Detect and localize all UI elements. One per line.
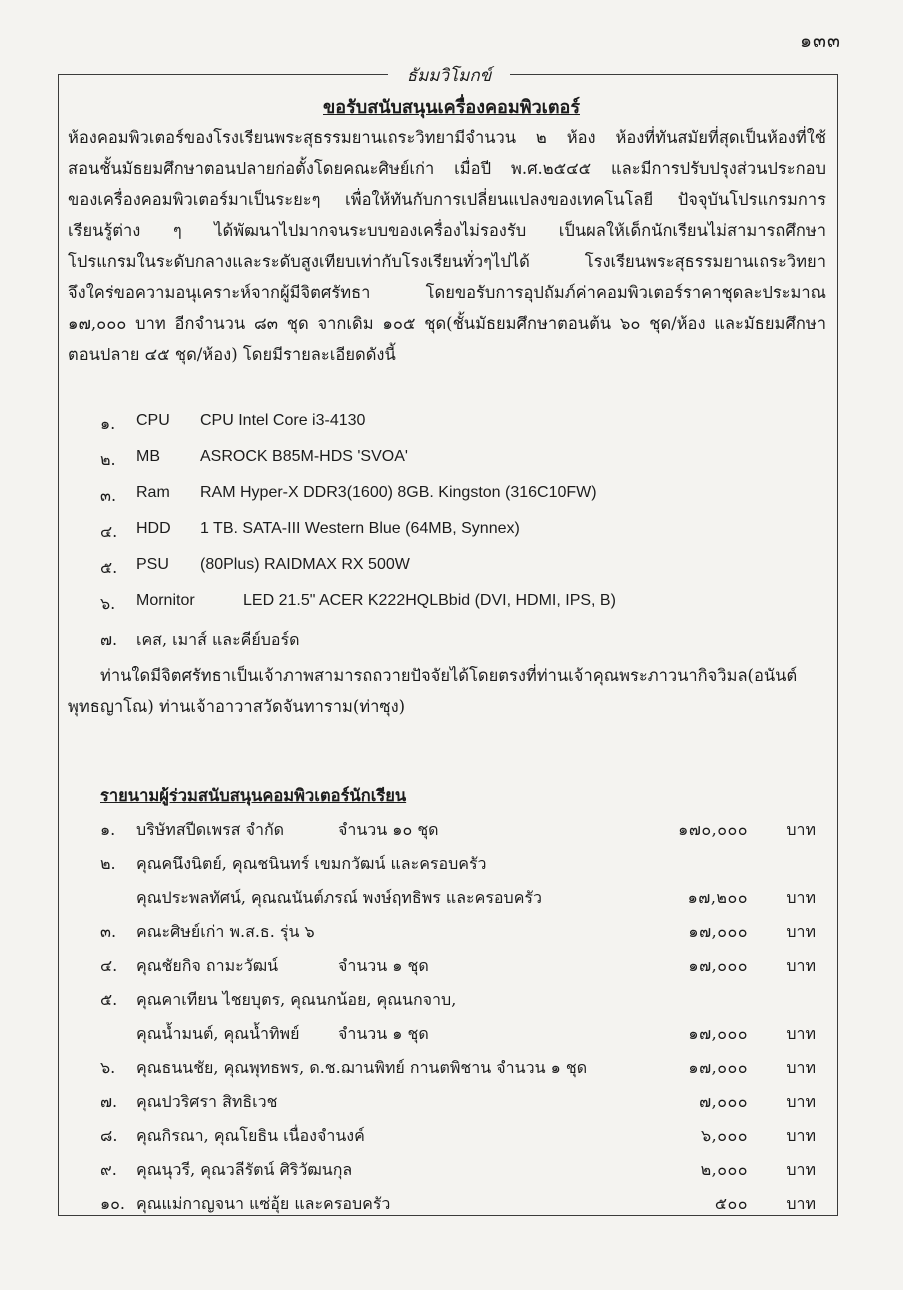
donor-amount: ๖,๐๐๐ xyxy=(700,1126,748,1145)
donor-row xyxy=(100,1056,818,1090)
spec-description: RAM Hyper-X DDR3(1600) 8GB. Kingston (316C10FW) xyxy=(200,484,597,501)
donor-row xyxy=(100,852,818,886)
spec-item xyxy=(100,448,800,484)
donor-unit: บาท xyxy=(786,922,816,941)
donor-name: คุณชัยกิจ ถามะวัฒน์ xyxy=(136,956,279,975)
spec-list xyxy=(100,412,800,664)
donor-row xyxy=(100,886,818,920)
donor-amount: ๑๗,๐๐๐ xyxy=(688,956,748,975)
donor-name: คุณนุวรี, คุณวลีรัตน์ ศิริวัฒนกุล xyxy=(136,1160,353,1179)
donor-quantity: จำนวน ๑ ชุด xyxy=(338,1024,429,1043)
spec-item xyxy=(100,628,800,664)
spec-number: ๑. xyxy=(100,414,116,433)
donor-name: คุณปวริศรา สิทธิเวช xyxy=(136,1092,278,1111)
donor-unit: บาท xyxy=(786,888,816,907)
donor-name: คุณคนึงนิตย์, คุณชนินทร์ เขมกวัฒน์ และครอบครัว xyxy=(136,854,487,873)
donor-number: ๓. xyxy=(100,922,117,941)
series-title: ธัมมวิโมกข์ xyxy=(406,66,492,86)
donor-list xyxy=(100,818,818,1226)
donor-amount: ๑๗,๐๐๐ xyxy=(688,1058,748,1077)
spec-code: MB xyxy=(136,448,160,465)
donor-row xyxy=(100,818,818,852)
donor-quantity: จำนวน ๑ ชุด xyxy=(338,956,429,975)
intro-line: ห้องคอมพิวเตอร์ของโรงเรียนพระสุธรรมยานเถระวิทยามีจำนวน ๒ ห้อง ห้องที่ทันสมัยที่สุดเป็นห้องที่ใช้ xyxy=(68,128,826,147)
intro-line: สอนชั้นมัธยมศึกษาตอนปลายก่อตั้งโดยคณะศิษย์เก่า เมื่อปี พ.ศ.๒๕๔๕ และมีการปรับปรุงส่วนประกอบ xyxy=(68,159,826,178)
donor-quantity: จำนวน ๑๐ ชุด xyxy=(338,820,439,839)
spec-number: ๖. xyxy=(100,594,116,613)
spec-number: ๔. xyxy=(100,522,118,541)
spec-code: PSU xyxy=(136,556,169,573)
donor-unit: บาท xyxy=(786,1160,816,1179)
donor-unit: บาท xyxy=(786,1126,816,1145)
intro-paragraph xyxy=(68,122,826,370)
intro-line: ๑๗,๐๐๐ บาท อีกจำนวน ๘๓ ชุด จากเดิม ๑๐๕ ชุด(ชั้นมัธยมศึกษาตอนต้น ๖๐ ชุด/ห้อง และมัธยมศึกษา xyxy=(68,314,826,333)
intro-line: จึงใคร่ขอความอนุเคราะห์จากผู้มีจิตศรัทธา โดยขอรับการอุปถัมภ์ค่าคอมพิวเตอร์ราคาชุดละประมาณ xyxy=(68,283,826,302)
donor-unit: บาท xyxy=(786,1092,816,1111)
donor-amount: ๗,๐๐๐ xyxy=(699,1092,748,1111)
donor-row xyxy=(100,1158,818,1192)
donor-row xyxy=(100,1022,818,1056)
donor-row xyxy=(100,954,818,988)
donor-amount: ๑๗,๐๐๐ xyxy=(688,922,748,941)
spec-description: (80Plus) RAIDMAX RX 500W xyxy=(200,556,410,573)
donor-amount: ๑๗๐,๐๐๐ xyxy=(678,820,748,839)
donor-number: ๙. xyxy=(100,1160,117,1179)
donor-number: ๕. xyxy=(100,990,118,1009)
spec-code: CPU xyxy=(136,412,170,429)
donor-number: ๑๐. xyxy=(100,1194,126,1213)
spec-code: HDD xyxy=(136,520,171,537)
donor-amount: ๕๐๐ xyxy=(714,1194,748,1213)
donor-row xyxy=(100,1192,818,1226)
spec-number: ๕. xyxy=(100,558,118,577)
donor-unit: บาท xyxy=(786,1058,816,1077)
donor-row xyxy=(100,988,818,1022)
contact-line: พุทธญาโณ) ท่านเจ้าอาวาสวัดจันทาราม(ท่าซุง) xyxy=(68,697,406,716)
spec-description: LED 21.5" ACER K222HQLBbid (DVI, HDMI, IPS, B) xyxy=(243,592,616,609)
donor-number: ๘. xyxy=(100,1126,118,1145)
donor-unit: บาท xyxy=(786,820,816,839)
page-number: ๑๓๓ xyxy=(799,30,841,52)
spec-item xyxy=(100,556,800,592)
frame-top-rule-left xyxy=(58,74,388,75)
donor-unit: บาท xyxy=(786,956,816,975)
donor-name: คุณกิรณา, คุณโยธิน เนื่องจำนงค์ xyxy=(136,1126,365,1145)
donor-name: คุณน้ำมนต์, คุณน้ำทิพย์ xyxy=(136,1024,300,1043)
spec-number: ๓. xyxy=(100,486,117,505)
donor-name: คณะศิษย์เก่า พ.ส.ธ. รุ่น ๖ xyxy=(136,922,315,941)
donor-number: ๗. xyxy=(100,1092,118,1111)
spec-code: Ram xyxy=(136,484,170,501)
donor-row xyxy=(100,1124,818,1158)
spec-description: ASROCK B85M-HDS 'SVOA' xyxy=(200,448,408,465)
donor-number: ๑. xyxy=(100,820,116,839)
spec-description: CPU Intel Core i3-4130 xyxy=(200,412,366,429)
donor-number: ๖. xyxy=(100,1058,116,1077)
spec-description: 1 TB. SATA-III Western Blue (64MB, Synnex) xyxy=(200,520,520,537)
spec-item xyxy=(100,592,800,628)
spec-number: ๗. xyxy=(100,630,118,649)
donor-unit: บาท xyxy=(786,1194,816,1213)
donor-name: คุณประพลทัศน์, คุณณนันต์ภรณ์ พงษ์ฤทธิพร และครอบครัว xyxy=(136,888,542,907)
donor-section-title: รายนามผู้ร่วมสนับสนุนคอมพิวเตอร์นักเรียน xyxy=(100,786,407,805)
contact-line: ท่านใดมีจิตศรัทธาเป็นเจ้าภาพสามารถถวายปัจจัยได้โดยตรงที่ท่านเจ้าคุณพระภาวนากิจวิมล(อนันต์ xyxy=(100,666,798,685)
donor-row xyxy=(100,920,818,954)
article-title: ขอรับสนับสนุนเครื่องคอมพิวเตอร์ xyxy=(323,97,580,118)
frame-top-rule-right xyxy=(510,74,838,75)
donor-name: คุณคาเทียน ไชยบุตร, คุณนกน้อย, คุณนกจาบ, xyxy=(136,990,457,1009)
donor-name: บริษัทสปีดเพรส จำกัด xyxy=(136,820,285,839)
donor-number: ๔. xyxy=(100,956,118,975)
spec-code: เคส, เมาส์ และคีย์บอร์ด xyxy=(136,630,300,649)
intro-line: ของเครื่องคอมพิวเตอร์มาเป็นระยะๆ เพื่อให้ทันกับการเปลี่ยนแปลงของเทคโนโลยี ปัจจุบันโปรแกรมการ xyxy=(68,190,826,209)
donor-unit: บาท xyxy=(786,1024,816,1043)
donor-amount: ๑๗,๐๐๐ xyxy=(688,1024,748,1043)
intro-line: ตอนปลาย ๔๕ ชุด/ห้อง) โดยมีรายละเอียดดังนี้ xyxy=(68,345,396,364)
donor-amount: ๑๗,๒๐๐ xyxy=(687,888,748,907)
spec-item xyxy=(100,412,800,448)
intro-line: เรียนรู้ต่าง ๆ ได้พัฒนาไปมากจนระบบของเครื่องไม่รองรับ เป็นผลให้เด็กนักเรียนไม่สามารถศึกษา xyxy=(68,221,826,240)
donor-amount: ๒,๐๐๐ xyxy=(700,1160,748,1179)
donor-row xyxy=(100,1090,818,1124)
contact-paragraph xyxy=(68,660,826,722)
spec-item xyxy=(100,484,800,520)
donor-number: ๒. xyxy=(100,854,116,873)
spec-code: Mornitor xyxy=(136,592,195,609)
spec-number: ๒. xyxy=(100,450,116,469)
donor-name: คุณธนนชัย, คุณพุทธพร, ด.ช.ฌานพิทย์ กานตพิชาน จำนวน ๑ ชุด xyxy=(136,1058,588,1077)
donor-name: คุณแม่กาญจนา แซ่อุ้ย และครอบครัว xyxy=(136,1194,391,1213)
intro-line: โปรแกรมในระดับกลางและระดับสูงเทียบเท่ากับโรงเรียนทั่วๆไปได้ โรงเรียนพระสุธรรมยานเถระวิทยา xyxy=(68,252,826,271)
spec-item xyxy=(100,520,800,556)
